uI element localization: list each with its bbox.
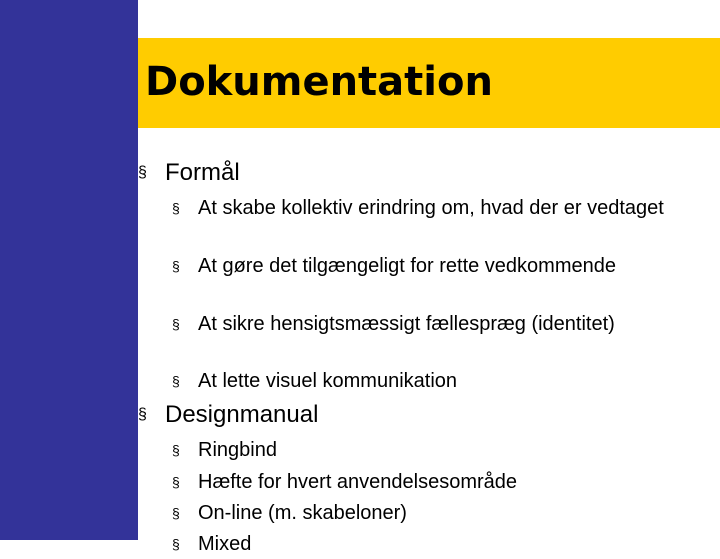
- section-heading-formaal: [138, 158, 698, 188]
- section-heading-designmanual: [138, 400, 698, 430]
- list-item-label: Ringbind: [198, 439, 277, 461]
- list-item-label: At sikre hensigtsmæssigt fællespræg (identitet): [198, 313, 615, 335]
- bullet-icon: §: [138, 406, 147, 423]
- section-heading-label: Formål: [165, 159, 240, 186]
- bullet-icon: §: [172, 536, 180, 552]
- slide-title: Dokumentation: [145, 59, 493, 105]
- bullet-icon: §: [172, 316, 180, 332]
- list-item: [172, 194, 692, 223]
- bullet-icon: §: [172, 505, 180, 521]
- bullet-icon: §: [172, 474, 180, 490]
- list-item-label: At lette visuel kommunikation: [198, 370, 458, 392]
- bullet-icon: §: [172, 200, 180, 216]
- section-heading-label: Designmanual: [165, 401, 319, 428]
- list-item-label: On-line (m. skabeloner): [198, 502, 407, 524]
- list-item: [172, 530, 692, 559]
- list-item-label: At gøre det tilgængeligt for rette vedkommende: [198, 255, 616, 277]
- list-item: [172, 310, 692, 339]
- list-item-label: At skabe kollektiv erindring om, hvad der er vedtaget: [198, 197, 664, 219]
- list-item: [172, 436, 692, 465]
- list-item: [172, 367, 692, 396]
- list-item: [172, 468, 692, 497]
- list-item-label: Mixed: [198, 533, 252, 555]
- list-item-label: Hæfte for hvert anvendelsesområde: [198, 471, 518, 493]
- bullet-icon: §: [172, 258, 180, 274]
- list-item: [172, 252, 692, 281]
- bullet-icon: §: [172, 442, 180, 458]
- bullet-icon: §: [172, 373, 180, 389]
- bullet-icon: §: [138, 164, 147, 181]
- list-item: [172, 499, 692, 528]
- side-bar: [0, 0, 138, 540]
